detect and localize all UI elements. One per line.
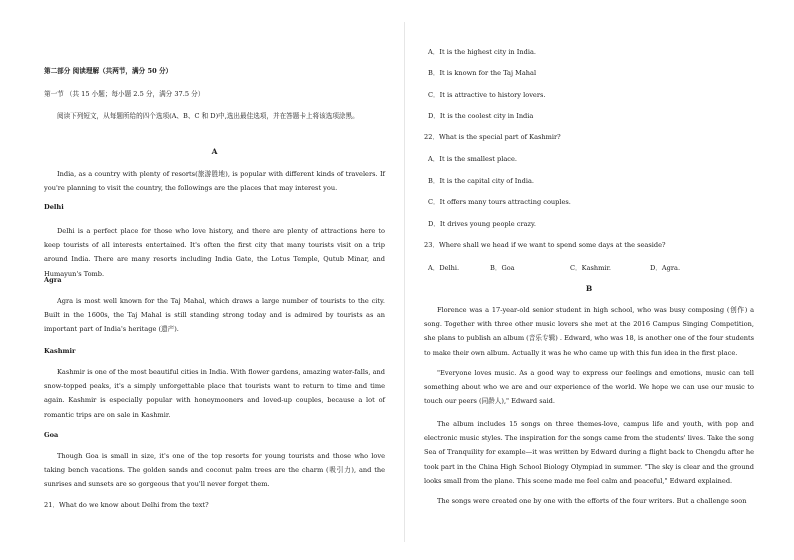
passage-a-intro: India, as a country with plenty of resorts(旅游胜地), is popular with different kinds of travelers. If you're planning to visit the country, the followings are the places that may interest you. [44,170,385,193]
passage-b-paragraph-3: The album includes 15 songs on three themes-love, campus life and youth, with pop and electronic music styles. The inspiration for the songs came from the students' lives. Take the song Sea of Tranquility for example—it was written by Edward during a flight back to Chengdu after he took part in the China High School Biology Olympiad in summer. "The sky is clear and the ground looks small from the plane. This scene made me feel calm and peaceful," Edward explained. [424,420,754,485]
place-text-goa: Though Goa is small in size, it's one of the top resorts for young tourists and those who love taking bench vacations. The golden sands and coconut palm trees are the charm (吸引力), and the sunrises and sunsets are so gorgeous that you'll never forget them. [44,452,385,489]
place-text-agra: Agra is most well known for the Taj Mahal, which draws a large number of tourists to the city. Built in the 1600s, the Taj Mahal is still standing strong today and is admired by tourists as an important part of India's heritage (遗产). [44,297,385,334]
q22-option-a: A．It is the smallest place. [428,155,517,163]
place-heading-agra: Agra [44,276,62,284]
passage-a-letter: A [211,147,218,156]
section-heading: 第一节 （共 15 小题；每小题 2.5 分，满分 37.5 分） [44,90,205,98]
q23-option-c: C．Kashmir. [570,264,612,272]
place-text-kashmir: Kashmir is one of the most beautiful cities in India. With flower gardens, amazing water-falls, and snow-topped peaks, it's a simply unforgettable place that tourists want to return to time and time again. Kashmir is especially popular with honeymooners and loved-up couples, because a lot of romantic trips are on sale in Kashmir. [44,368,385,419]
part-heading: 第二部分 阅读理解（共两节，满分 50 分） [44,67,173,75]
passage-b-paragraph-4: The songs were created one by one with the efforts of the four writers. But a challenge soon [437,497,747,505]
passage-b-paragraph-2: "Everyone loves music. As a good way to express our feelings and emotions, music can tell something about who we are and our experience of the world. We hope we can use our music to touch our peers (同龄人)," Edward said. [424,369,754,406]
passage-b-letter: B [585,284,593,293]
q23-option-a: A．Delhi. [428,264,460,272]
q22-option-b: B．It is the capital city of India. [428,177,534,185]
q21-option-a: A．It is the highest city in India. [428,48,536,56]
q22-option-c: C．It offers many tours attracting couples. [428,198,571,206]
q23-option-d: D．Agra. [650,264,681,272]
column-divider [404,22,405,542]
question-23: 23．Where shall we head if we want to spend some days at the seaside? [424,241,666,249]
question-21: 21．What do we know about Delhi from the text? [44,501,209,509]
q23-option-b: B．Goa [490,264,515,272]
place-heading-delhi: Delhi [44,203,64,211]
q22-option-d: D．It drives young people crazy. [428,220,536,228]
passage-b-paragraph-1: Florence was a 17-year-old senior student in high school, who was busy composing (创作) a song. Together with three other music lovers she met at the 2016 Campus Singing Competition, she plans to publish an album (音乐专辑) . Edward, who was 18, is another one of the four students to make their own album. Actually it was he who came up with this fun idea in the first place. [424,306,754,357]
q21-option-d: D．It is the coolest city in India [428,112,534,120]
question-22: 22．What is the special part of Kashmir? [424,133,561,141]
place-heading-goa: Goa [44,431,59,439]
place-text-delhi: Delhi is a perfect place for those who love history, and there are plenty of attractions here to keep tourists of all interests entertained. It's often the first city that many tourists visit on a trip around India. There are many resorts including India Gate, the Lotus Temple, Qutub Minar, and Humayun's Tomb. [44,227,385,278]
q21-option-b: B．It is known for the Taj Mahal [428,69,537,77]
q21-option-c: C．It is attractive to history lovers. [428,91,546,99]
instructions: 阅读下列短文，从每题所给的四个选项(A、B、C 和 D)中,选出最佳选项，并在答题卡上将该选项涂黑。 [57,112,359,120]
place-heading-kashmir: Kashmir [44,347,76,355]
